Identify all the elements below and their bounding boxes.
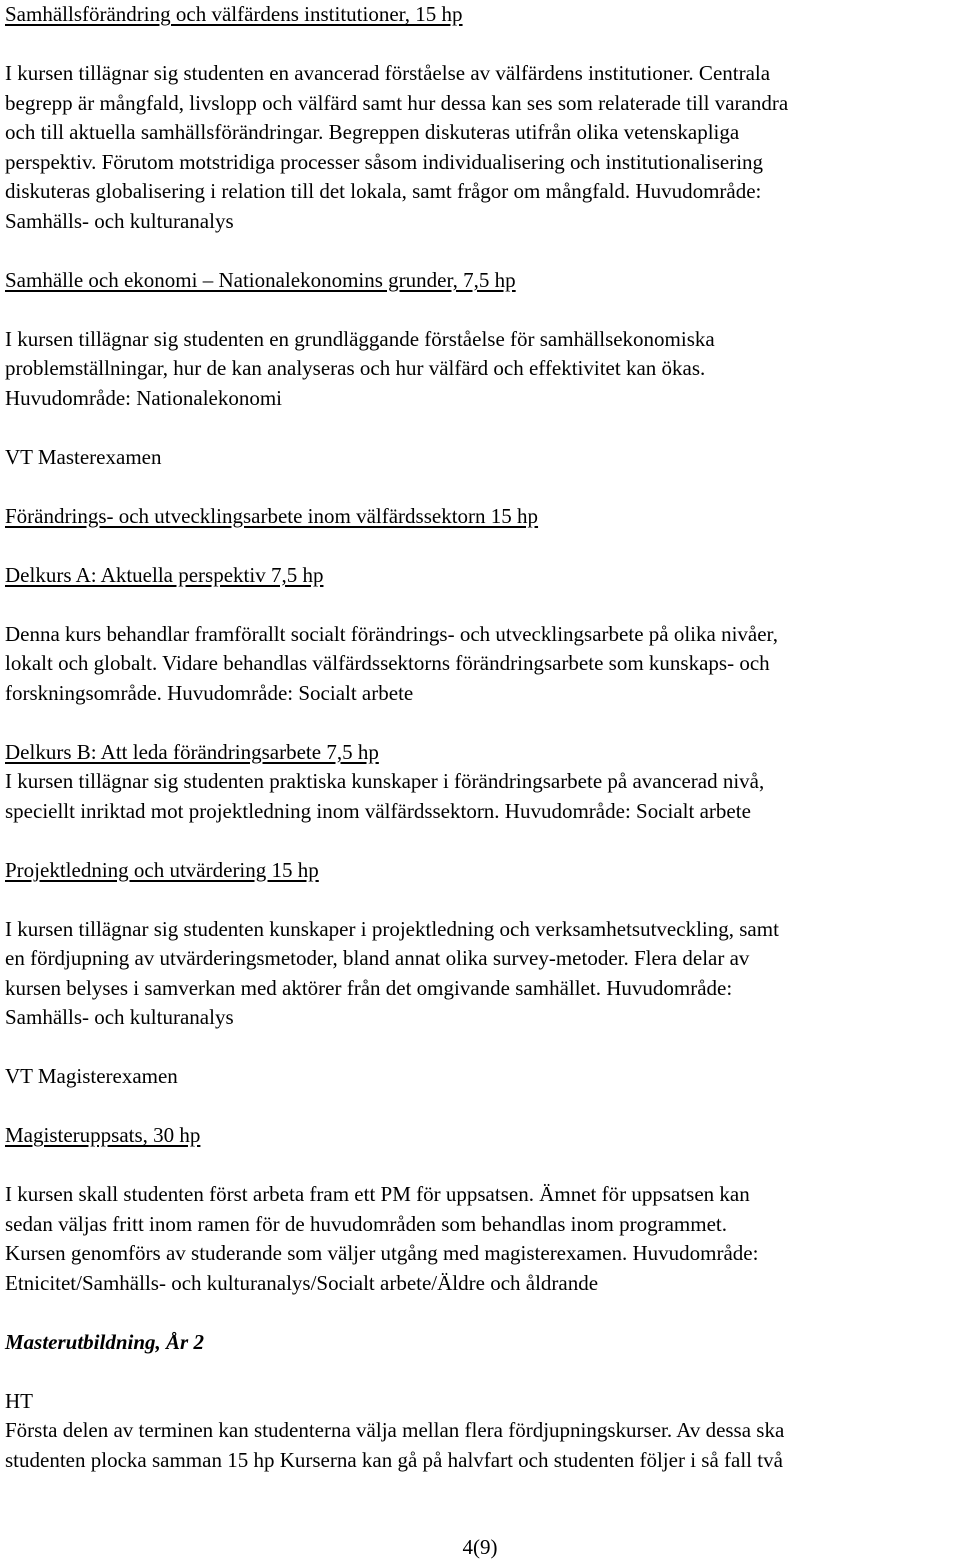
course-heading: Förändrings- och utvecklingsarbete inom välfärdssektorn 15 hp [5,503,539,528]
course-text-line: diskuteras globalisering i relation till det lokala, samt frågor om mångfald. Huvudområde: [5,179,762,203]
course-text-line: och till aktuella samhällsförändringar. Begreppen diskuteras utifrån olika vetenskapliga [5,120,740,144]
course-text-line: perspektiv. Förutom motstridiga processer såsom individualisering och institutionalisering [5,149,764,174]
course-text-line: kursen belyses i samverkan med aktörer från det omgivande samhället. Huvudområde: [5,975,733,1000]
course-text-line: Kursen genomförs av studerande som väljer utgång med magisterexamen. Huvudområde: [5,1241,759,1265]
course-text-line: studenten plocka samman 15 hp Kurserna kan gå på halvfart och studenten följer i så fall två [5,1447,783,1472]
course-text-line: begrepp är mångfald, livslopp och välfärd samt hur dessa kan ses som relaterade till varandra [5,90,789,115]
course-heading: Magisteruppsats, 30 hp [5,1123,201,1147]
course-text-line: I kursen tillägnar sig studenten praktiska kunskaper i förändringsarbete på avancerad nivå, [5,769,765,793]
subcourse-heading: Delkurs B: Att leda förändringsarbete 7,5 hp [5,739,379,764]
course-text-line: I kursen tillägnar sig studenten en avancerad förståelse av välfärdens institutioner. Centrala [5,61,771,85]
course-text-line: Samhälls- och kulturanalys [5,1005,234,1029]
course-text-line: lokalt och globalt. Vidare behandlas välfärdssektorns förändringsarbete som kunskaps- och [5,651,770,675]
document-page [5,0,960,1475]
page-number: 4(9) [462,1535,498,1559]
term-label: HT [5,1388,33,1413]
program-year-title: Masterutbildning, År 2 [5,1329,204,1354]
course-text-line: Etnicitet/Samhälls- och kulturanalys/Socialt arbete/Äldre och åldrande [5,1270,599,1295]
subcourse-heading: Delkurs A: Aktuella perspektiv 7,5 hp [5,562,324,587]
course-text-line: Första delen av terminen kan studenterna välja mellan flera fördjupningskurser. Av dessa ska [5,1418,785,1442]
course-text-line: Huvudområde: Nationalekonomi [5,385,283,410]
course-text-line: I kursen tillägnar sig studenten en grundläggande förståelse för samhällsekonomiska [5,326,715,351]
term-label: VT Masterexamen [5,444,162,469]
course-text-line: speciellt inriktad mot projektledning inom välfärdssektorn. Huvudområde: Socialt arbete [5,798,751,823]
course-heading: Samhälle och ekonomi – Nationalekonomins grunder, 7,5 hp [5,267,516,292]
course-text-line: Denna kurs behandlar framförallt socialt förändrings- och utvecklingsarbete på olika nivåer, [5,621,778,646]
course-heading: Projektledning och utvärdering 15 hp [5,857,319,882]
term-label: VT Magisterexamen [5,1064,178,1088]
course-text-line: forskningsområde. Huvudområde: Socialt arbete [5,680,414,705]
course-text-line: en fördjupning av utvärderingsmetoder, bland annat olika survey-metoder. Flera delar av [5,946,750,970]
course-text-line: problemställningar, hur de kan analyseras och hur välfärd och effektivitet kan ökas. [5,356,706,380]
course-text-line: sedan väljas fritt inom ramen för de huvudområden som behandlas inom programmet. [5,1211,727,1236]
course-heading: Samhällsförändring och välfärdens institutioner, 15 hp [5,2,463,26]
course-text-line: Samhälls- och kulturanalys [5,208,234,233]
course-text-line: I kursen skall studenten först arbeta fram ett PM för uppsatsen. Ämnet för uppsatsen kan [5,1182,750,1206]
course-text-line: I kursen tillägnar sig studenten kunskaper i projektledning och verksamhetsutveckling, samt [5,916,779,941]
